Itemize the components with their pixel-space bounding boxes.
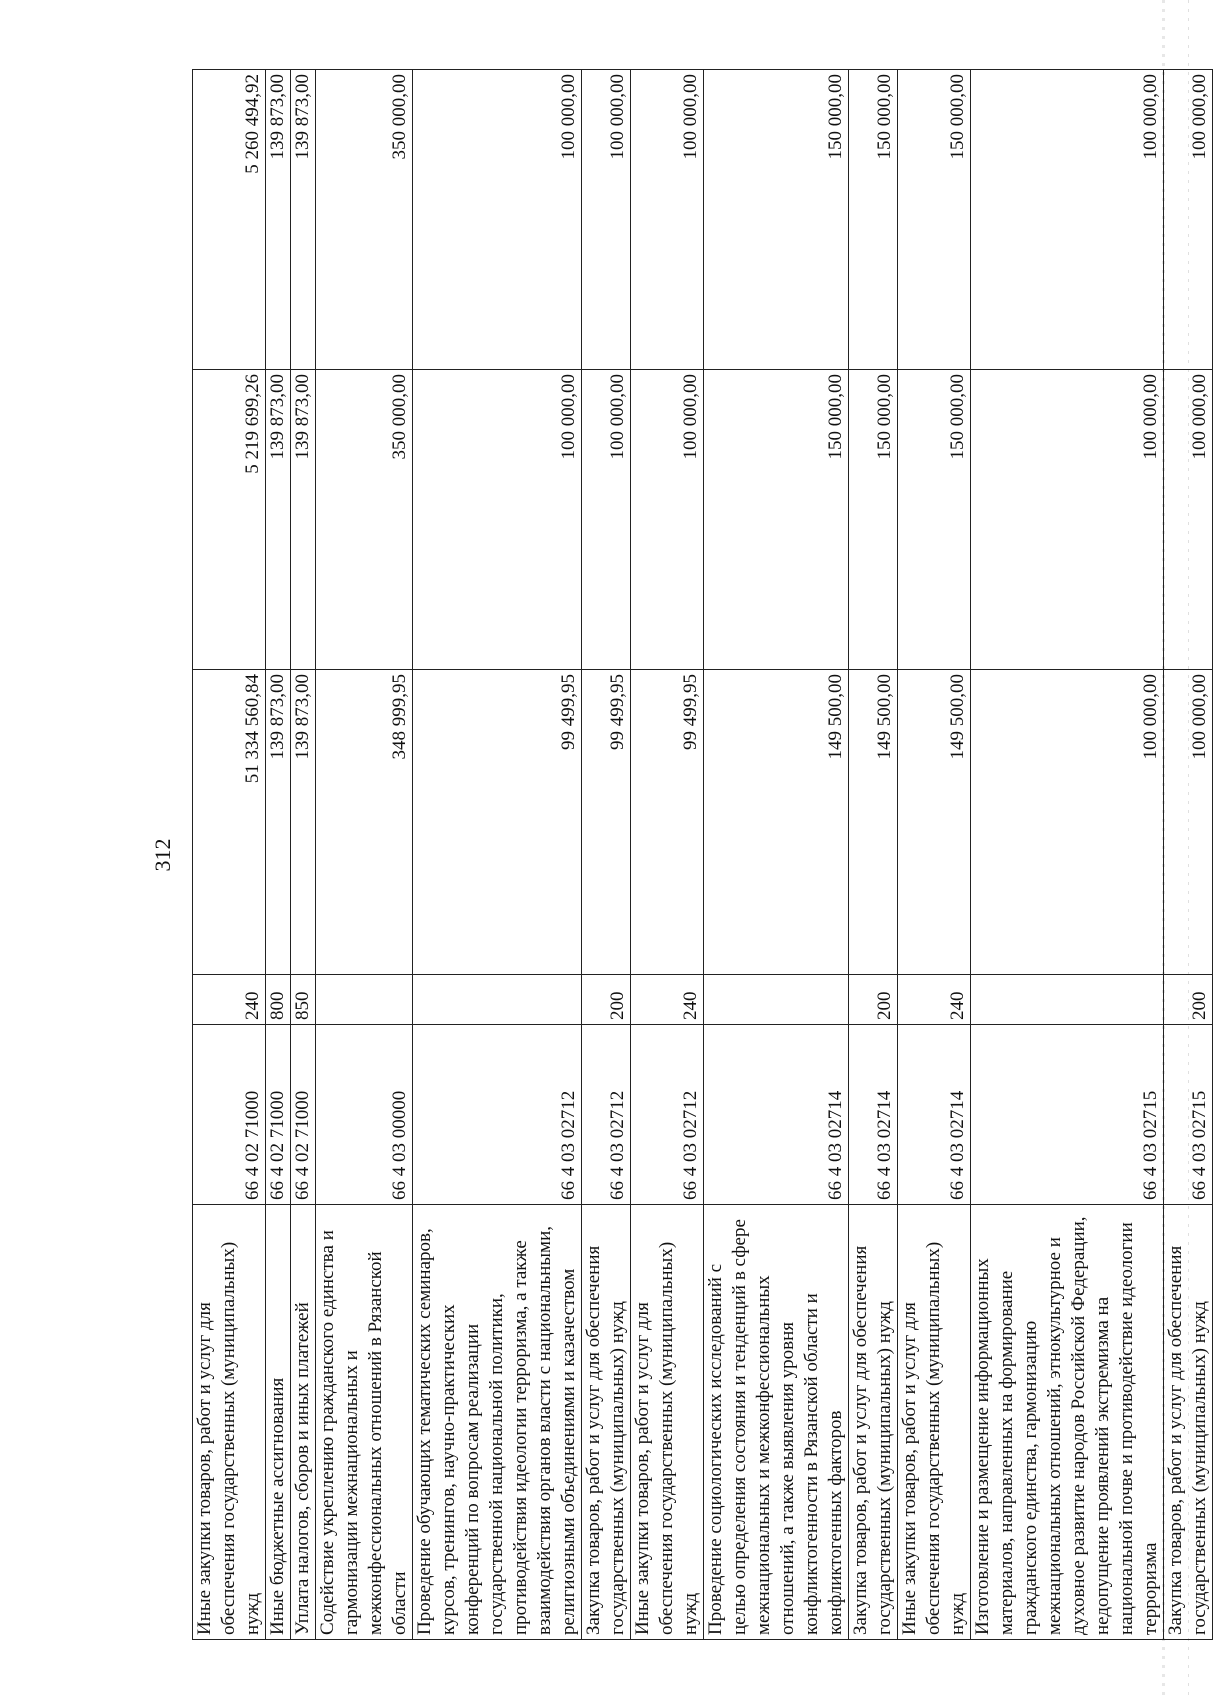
cell-amount-1: 139 873,00 [291,670,316,975]
cell-amount-2: 350 000,00 [316,370,413,670]
cell-amount-3: 150 000,00 [898,70,971,370]
cell-target-article: 66 4 02 71000 [193,1025,266,1205]
cell-expense-type: 240 [631,975,704,1025]
budget-table [192,69,1213,1640]
cell-description: Проведение обучающих тематических семинаров, курсов, тренингов, научно-практических конференций по вопросам реализации государственной национальной политики, противодействия идеологии терроризма, а также взаимодействия органов власти с национальными, религиозными объединениями и казачеством [413,1205,582,1640]
cell-expense-type [704,975,849,1025]
cell-target-article: 66 4 02 71000 [266,1025,291,1205]
cell-target-article: 66 4 03 02714 [849,1025,898,1205]
cell-amount-3: 150 000,00 [704,70,849,370]
page-number: 312 [150,838,175,872]
cell-target-article: 66 4 03 02712 [631,1025,704,1205]
cell-expense-type [413,975,582,1025]
cell-amount-2: 100 000,00 [971,370,1164,670]
cell-expense-type [971,975,1164,1025]
cell-amount-1: 149 500,00 [898,670,971,975]
cell-amount-2: 5 219 699,26 [193,370,266,670]
cell-amount-3: 100 000,00 [971,70,1164,370]
cell-amount-3: 139 873,00 [266,70,291,370]
cell-description: Закупка товаров, работ и услуг для обеспечения государственных (муниципальных) нужд [582,1205,631,1640]
cell-description: Иные закупки товаров, работ и услуг для обеспечения государственных (муниципальных) нужд [631,1205,704,1640]
table-row [413,70,582,1640]
table-row [291,70,316,1640]
cell-expense-type: 240 [193,975,266,1025]
cell-amount-3: 139 873,00 [291,70,316,370]
cell-amount-1: 348 999,95 [316,670,413,975]
cell-amount-2: 139 873,00 [291,370,316,670]
cell-description: Изготовление и размещение информационных материалов, направленных на формирование гражданского единства, гармонизацию межнациональных отношений, этнокультурное и духовное развитие народов Российской Федерации, недопущение проявлений экстремизма на национальной почве и противодействие идеологии терроризма [971,1205,1164,1640]
cell-description: Уплата налогов, сборов и иных платежей [291,1205,316,1640]
cell-amount-1: 100 000,00 [1164,670,1213,975]
cell-amount-2: 139 873,00 [266,370,291,670]
cell-amount-2: 150 000,00 [898,370,971,670]
table-row [704,70,849,1640]
cell-amount-2: 100 000,00 [582,370,631,670]
cell-amount-3: 100 000,00 [582,70,631,370]
cell-target-article: 66 4 02 71000 [291,1025,316,1205]
cell-amount-2: 100 000,00 [1164,370,1213,670]
cell-amount-1: 99 499,95 [582,670,631,975]
cell-amount-2: 100 000,00 [413,370,582,670]
cell-target-article: 66 4 03 02715 [1164,1025,1213,1205]
cell-target-article: 66 4 03 00000 [316,1025,413,1205]
table-row [898,70,971,1640]
cell-description: Проведение социологических исследований с целью определения состояния и тенденций в сфере межнациональных и межконфессиональных отношений, а также выявления уровня конфликтогенности в Рязанской области и конфликтогенных факторов [704,1205,849,1640]
cell-description: Иные закупки товаров, работ и услуг для обеспечения государственных (муниципальных) нужд [898,1205,971,1640]
cell-expense-type: 200 [582,975,631,1025]
table-row [971,70,1164,1640]
cell-amount-1: 51 334 560,84 [193,670,266,975]
cell-description: Иные закупки товаров, работ и услуг для обеспечения государственных (муниципальных) нужд [193,1205,266,1640]
cell-amount-1: 99 499,95 [631,670,704,975]
table-row [316,70,413,1640]
budget-table-body [193,70,1213,1640]
rotated-page [120,70,1220,1640]
cell-target-article: 66 4 03 02712 [413,1025,582,1205]
cell-target-article: 66 4 03 02714 [704,1025,849,1205]
cell-amount-3: 5 260 494,92 [193,70,266,370]
cell-amount-3: 100 000,00 [1164,70,1213,370]
cell-amount-2: 100 000,00 [631,370,704,670]
table-row [193,70,266,1640]
cell-amount-3: 100 000,00 [631,70,704,370]
table-row [582,70,631,1640]
table-row [631,70,704,1640]
cell-amount-1: 99 499,95 [413,670,582,975]
table-row [849,70,898,1640]
table-row [1164,70,1213,1640]
cell-expense-type: 200 [1164,975,1213,1025]
cell-description: Закупка товаров, работ и услуг для обеспечения государственных (муниципальных) нужд [1164,1205,1213,1640]
cell-amount-2: 150 000,00 [704,370,849,670]
cell-target-article: 66 4 03 02715 [971,1025,1164,1205]
cell-amount-3: 100 000,00 [413,70,582,370]
cell-description: Содействие укреплению гражданского единства и гармонизации межнациональных и межконфессиональных отношений в Рязанской области [316,1205,413,1640]
cell-amount-2: 150 000,00 [849,370,898,670]
cell-expense-type: 800 [266,975,291,1025]
cell-amount-1: 100 000,00 [971,670,1164,975]
cell-amount-3: 150 000,00 [849,70,898,370]
cell-amount-1: 139 873,00 [266,670,291,975]
cell-amount-1: 149 500,00 [704,670,849,975]
cell-description: Иные бюджетные ассигнования [266,1205,291,1640]
table-row [266,70,291,1640]
cell-expense-type: 850 [291,975,316,1025]
cell-expense-type: 240 [898,975,971,1025]
cell-target-article: 66 4 03 02712 [582,1025,631,1205]
cell-amount-1: 149 500,00 [849,670,898,975]
cell-description: Закупка товаров, работ и услуг для обеспечения государственных (муниципальных) нужд [849,1205,898,1640]
cell-target-article: 66 4 03 02714 [898,1025,971,1205]
cell-expense-type: 200 [849,975,898,1025]
cell-expense-type [316,975,413,1025]
cell-amount-3: 350 000,00 [316,70,413,370]
